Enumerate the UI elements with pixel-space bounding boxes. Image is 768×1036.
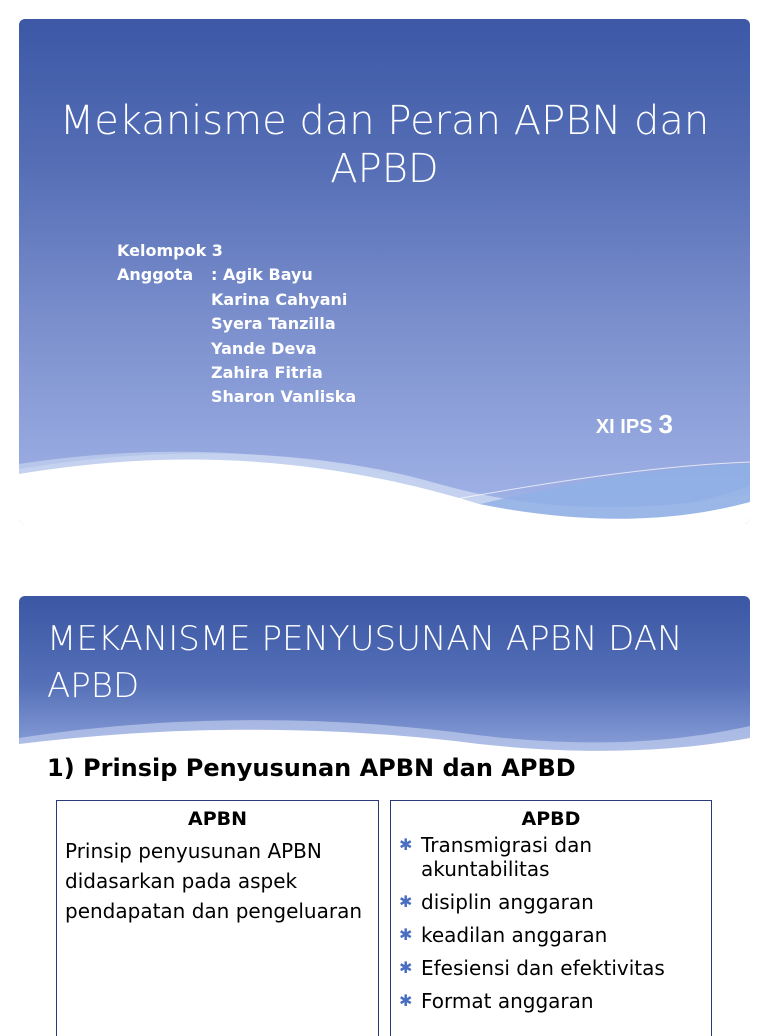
class-text: XI IPS	[595, 416, 653, 438]
info-value: Yande Deva	[211, 338, 317, 358]
list-item	[399, 923, 711, 947]
list-item-text: Efesiensi dan efektivitas	[421, 956, 665, 980]
asterisk-bullet-icon: ✱	[399, 958, 413, 977]
apbd-list	[391, 833, 711, 1013]
slide-title: Mekanisme dan Peran APBN dan APBD	[59, 98, 710, 192]
wave-decoration	[19, 424, 750, 524]
info-label: Kelompok 3	[117, 241, 223, 260]
apbn-box	[56, 800, 379, 1036]
list-item	[399, 956, 711, 980]
info-label: Anggota	[117, 265, 194, 285]
apbn-heading: APBN	[187, 808, 247, 830]
info-value: Syera Tanzilla	[211, 314, 336, 334]
list-item-text: keadilan anggaran	[421, 923, 608, 947]
info-label	[117, 337, 211, 361]
asterisk-bullet-icon: ✱	[399, 925, 413, 944]
list-item	[399, 890, 711, 914]
asterisk-bullet-icon: ✱	[399, 991, 413, 1010]
info-label	[117, 288, 211, 312]
apbd-box	[390, 800, 712, 1036]
info-value: Sharon Vanliska	[211, 387, 357, 407]
slide-subtitle: 1) Prinsip Penyusunan APBN dan APBD	[47, 754, 576, 782]
class-number: 3	[658, 409, 673, 439]
list-item-text: disiplin anggaran	[421, 890, 594, 914]
group-info	[117, 239, 356, 410]
list-item	[399, 989, 711, 1013]
info-row	[117, 361, 356, 385]
apbn-text: Prinsip penyusunan APBN didasarkan pada aspek pendapatan dan pengeluaran	[65, 839, 363, 923]
apbd-heading: APBD	[521, 808, 581, 830]
list-item	[399, 833, 711, 881]
info-row	[117, 337, 356, 361]
info-row	[117, 385, 356, 409]
slide-title: MEKANISME PENYUSUNAN APBN DAN APBD	[47, 619, 683, 706]
info-value: Zahira Fitria	[211, 363, 323, 383]
info-label	[117, 312, 211, 336]
info-row	[117, 288, 356, 312]
asterisk-bullet-icon: ✱	[399, 835, 413, 854]
info-row	[117, 263, 356, 287]
list-item-text: Transmigrasi dan akuntabilitas	[421, 833, 593, 881]
info-value: Karina Cahyani	[211, 289, 348, 309]
title-slide	[19, 19, 750, 524]
info-row	[117, 312, 356, 336]
content-slide	[19, 596, 750, 1036]
info-row	[117, 239, 356, 263]
asterisk-bullet-icon: ✱	[399, 892, 413, 911]
info-label	[117, 385, 211, 409]
list-item-text: Format anggaran	[421, 989, 594, 1013]
info-value: : Agik Bayu	[211, 265, 313, 285]
info-label	[117, 361, 211, 385]
